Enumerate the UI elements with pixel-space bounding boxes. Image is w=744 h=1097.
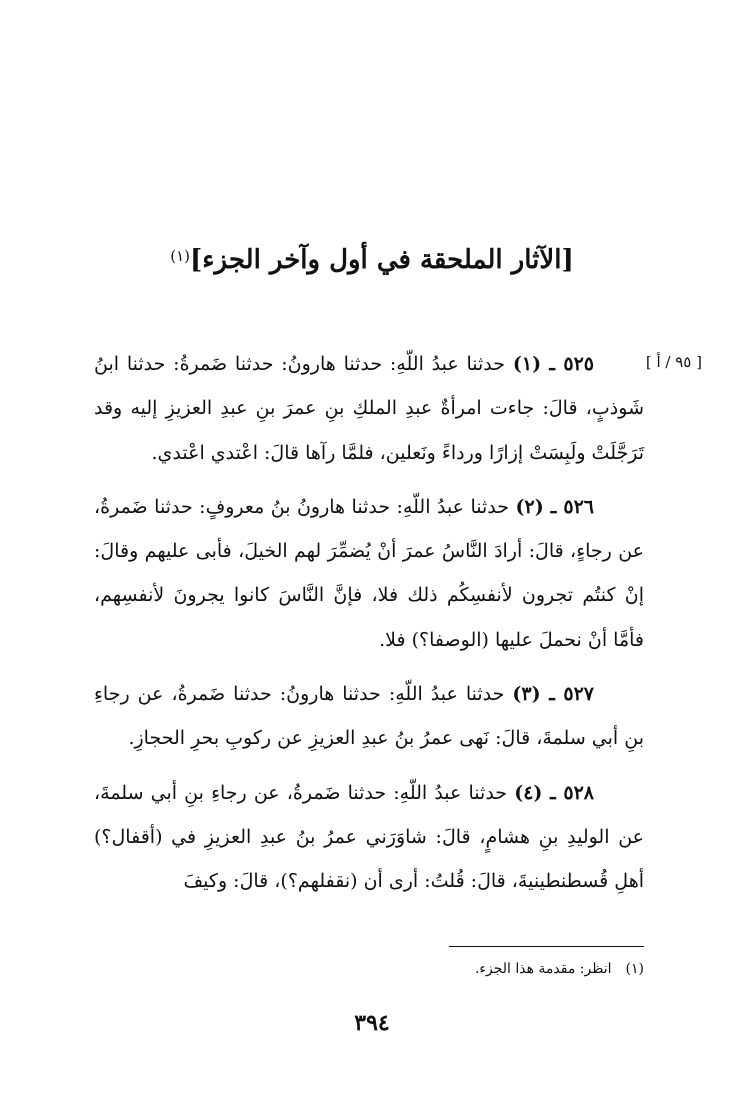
hadith-paragraph (94, 771, 644, 904)
hadith-number: ٥٢٥ ـ (١) (512, 353, 594, 375)
main-text (94, 342, 644, 914)
page-number: ٣٩٤ (354, 1010, 390, 1036)
footnote-number: (١) (625, 961, 644, 977)
hadith-text: حدثنا عبدُ اللّهِ: حدثنا هارونُ: حدثنا ضَمرةُ، عن رجاءِ بنِ أبي سلمةَ، قالَ: نَهى عمرُ بنُ عبدِ العزيزِ عن ركوبِ بحرِ الحجازِ. (94, 683, 644, 750)
footnote-separator (449, 946, 644, 947)
hadith-text: حدثنا عبدُ اللّهِ: حدثنا هارونُ بنُ معروفٍ: حدثنا ضَمرةُ، عن رجاءٍ، قالَ: أرادَ النَّاسُ عمرَ أنْ يُضمِّرَ لهم الخيلَ، فأبى عليهم وقالَ: إنْ كنتُم تجرون لأنفسِكُم ذلك فلا، فإنَّ النَّاسَ كانوا يجرونَ لأنفسِهم، فأمَّا أنْ نحملَ عليها (الوصفا؟) فلا. (94, 495, 644, 651)
section-heading (0, 240, 744, 280)
hadith-number: ٥٢٦ ـ (٢) (515, 495, 594, 518)
hadith-text: حدثنا عبدُ اللّهِ: حدثنا هارونُ: حدثنا ضَمرةُ: حدثنا ابنُ شَوذبٍ، قالَ: جاءت امرأةٌ عبدِ الملكِ بنِ عمرَ بنِ عبدِ العزيزِ إليه وقد تَرَجَّلَتْ ولَبِسَتْ إزارًا ورداءً ونَعلين، فلمَّا رآها قالَ: اعْتدي اعْتدي. (94, 353, 644, 464)
manuscript-folio-reference: [ ٩٥ / أ ] (645, 353, 702, 371)
heading-footnote-marker: (١) (170, 247, 190, 265)
hadith-text: حدثنا عبدُ اللّهِ: حدثنا ضَمرةُ، عن رجاءِ بنِ أبي سلمةَ، عن الوليدِ بنِ هشامٍ، قالَ: شاوَرَني عمرُ بنُ عبدِ العزيزِ في (أقفال؟) أهلِ قُسطنطينيةَ، قالَ: قُلتُ: أرى أن (نقفلهم؟)، قالَ: وكيفَ (94, 781, 644, 893)
hadith-paragraph (94, 672, 644, 761)
section-heading-title: [الآثار الملحقة في أول وآخر الجزء] (190, 245, 574, 275)
footnote (94, 958, 644, 980)
hadith-number: ٥٢٨ ـ (٤) (514, 781, 595, 804)
hadith-paragraph (94, 342, 644, 475)
footnote-text: انظر: مقدمة هذا الجزء. (474, 961, 612, 977)
hadith-number: ٥٢٧ ـ (٣) (512, 683, 594, 706)
hadith-paragraph (94, 485, 644, 662)
